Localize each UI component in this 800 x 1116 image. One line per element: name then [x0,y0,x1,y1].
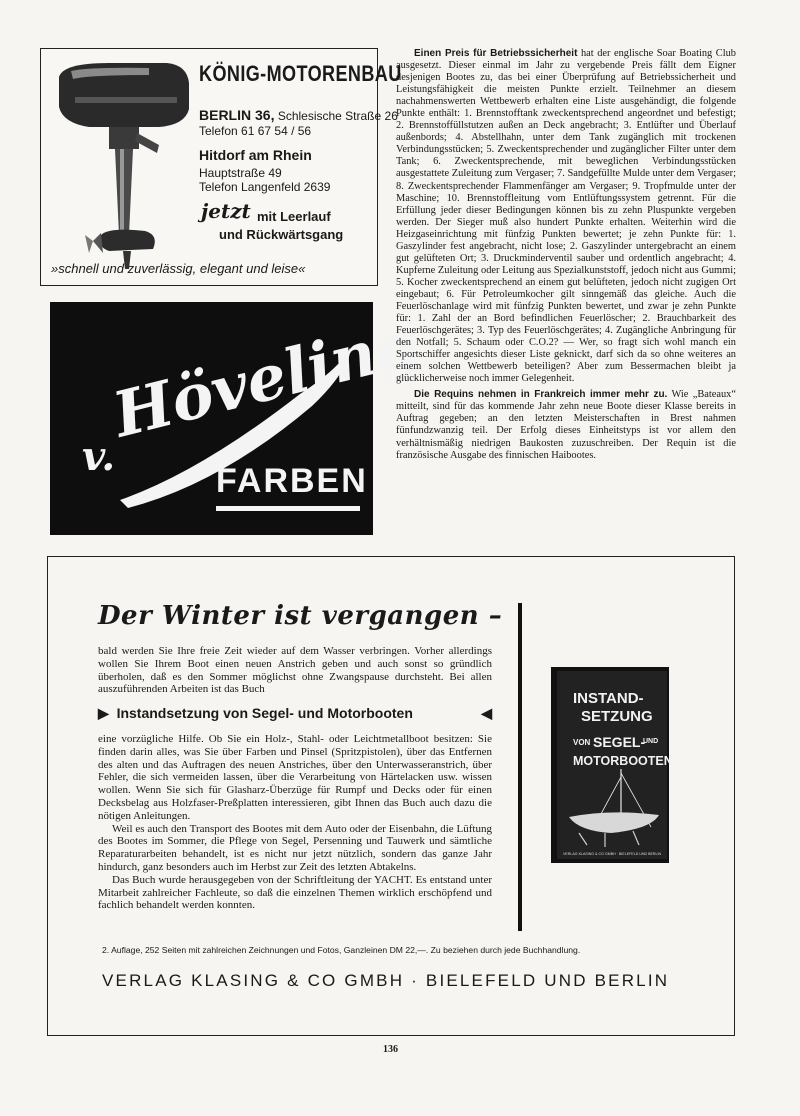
berlin-city: BERLIN 36, [199,107,275,123]
hoeveling-product: FARBEN [216,462,368,500]
feature-rueckwaertsgang: und Rückwärtsgang [219,227,344,242]
cover-line-1: INSTAND- [573,690,644,707]
hitdorf-city: Hitdorf am Rhein [199,147,312,163]
ad-headline: Der Winter ist vergangen – [98,601,503,631]
vertical-divider [518,603,522,931]
berlin-street: Schlesische Straße 26 [277,109,398,123]
article-column [396,48,736,466]
cover-line-4: MOTORBOOTEN [573,754,673,768]
feature-leerlauf: mit Leerlauf [257,209,331,224]
cover-line-3b: SEGEL- [593,734,646,750]
underline-bar [216,506,360,511]
arrow-left-icon: ◀ [481,705,492,721]
cover-line-3a: VON [573,738,591,747]
hitdorf-phone: Telefon Langenfeld 2639 [199,180,331,194]
hitdorf-street: Hauptstraße 49 [199,166,282,180]
hoeveling-brand: Höveling [106,305,426,452]
cover-line-2: SETZUNG [581,708,653,725]
article-paragraph-safety-prize [396,48,736,385]
hoeveling-farben-ad [50,302,426,535]
book-title-text: Instandsetzung von Segel- und Motorbooten [116,705,413,721]
company-title: KÖNIG-MOTORENBAU [199,61,402,86]
book-cover-image [551,667,673,863]
article-lead-safety-prize: Einen Preis für Betriebssicherheit [414,48,578,59]
ad-footnote: 2. Auflage, 252 Seiten mit zahlreichen Zeichnungen und Fotos, Ganzleinen DM 22,—. Zu beziehen durch jede Buchhandlung. [102,945,581,955]
page-number: 136 [383,1044,398,1055]
article-lead-requins: Die Requins nehmen in Frankreich immer mehr zu. [414,389,668,401]
slogan: »schnell und zuverlässig, elegant und leise« [51,261,306,276]
book-title-line [98,705,492,722]
hoeveling-logo [50,302,426,535]
klasing-book-ad [47,556,735,1036]
cover-line-3c: UND [643,738,659,745]
ad-intro-text: bald werden Sie Ihre freie Zeit wieder auf dem Wasser verbringen. Vorher allerdings wollen Sie Ihrem Boot einen neuen Anstrich geben und auch sonst so gründlich überholen, daß es den Sommer möglichst ohne Zwangspause durchsteht. Bei allen auszuführenden Arbeiten ist das Buch [98,645,492,696]
ad-intro [98,645,492,696]
article-text-requins: Wie „Bateaux“ mitteilt, sind für das kommende Jahr zehn neue Boote dieser Klasse bereits in Auftrag gegeben; an den letzten Meisterschaften in Brest nahmen fünfundzwanzig teil. Der Erfolg dieses Einheitstyps ist vor allem den verhältnismäßig niedrigen Baukosten zuzuschreiben. Der Requin ist die französische Ausgabe des finnischen Haibootes. [396,389,736,461]
ad-body-3: Das Buch wurde herausgegeben von der Schriftleitung der YACHT. Es entstand unter Mitarbeit zahlreicher Fachleute, so daß die einzelnen Themen wirklich erschöpfend und fachlich behandelt werden konnten. [98,873,492,912]
outboard-motor-illustration [49,57,194,275]
hoeveling-prefix: v. [82,433,116,480]
berlin-address [199,107,398,123]
jetzt-word: jetzt [201,199,251,223]
arrow-right-icon: ▶ [98,705,109,721]
article-text-safety-prize: hat der englische Soar Boating Club ausgesetzt. Dieser einmal im Jahr zu vergebende Preis fällt dem Eigner desjenigen Bootes zu, das bei einer Überprüfung auf Betriebssicherheit und Leistungsfähigkeit die meisten Punkte erzielt. Teilnehmer an diesem nachahmenswerten Wettbewerb erhalten eine Liste ausgehändigt, die folgende Punkte enthält: 1. Brennstofftank zweckentsprechend angeordnet und befestigt; 2. Brennstoffüllstutzen außen an Deck angebracht; 3. Entlüfter und Überlauf außenbords; 4. Abstellhahn, unter dem Tank zugänglich mit trockenen Verbindungsstücken; 5. Zweckentsprechender und zugänglicher Filter unter dem Tank; 6. Zweckentsprechende, mit beweglichen Verbindungsstücken ausgestattete Zuleitung zum Vergaser; 7. Sandgefüllte Mulde unter dem Vergaser; 8. Zweckentsprechender Flammenfänger am Vergaser; 9. Tropfmulde unter der Maschine; 10. Brennstoffleitung vom Entlüftungssystem getrennt. Für die Erfüllung jeder dieser Bedingungen können bis zu zehn Pluspunkte vergeben werden. Der Sieger muß also hundert Punkte erhalten. Weiterhin wird die Heizgaseinrichtung mit fünfzig Punkten bewertet; je zehn Punkte für: 1. Gaszylinder fest angebracht, nicht lose; 2. Gaszylinder untergebracht an einem gut gelüfteten Ort; 3. Druckminderventil sauber und ordentlich angebracht; 4. Kupferne Zuleitung oder Leitung aus Spezialkunststoff, jedoch nicht aus Gummi; 5. Kocher zweckentsprechend an einem gut belüfteten, jedoch nicht zugigen Ort eingebaut; 6. Für Petroleumkocher gilt sinngemäß das gleiche. Auch die Feuerlöschanlage wird mit fünfzig Punkten bewertet, und zwar je zehn Punkte für: 1. Zahl der an Bord befindlichen Feuerlöscher; 2. Brauchbarkeit des Feuerlöschgerätes; 3. Typ des Feuerlöschgerätes; 4. Zugängliche Anbringung für den Notfall; 5. Schaum oder C.O.2? — Wer, so fragt sich wohl manch ein Sportschiffer angesichts dieser Liste geknickt, darf sich da so ohne weiteres an einem solchen Wettbewerb beteiligen? Aber zum Bessermachen bleibt ja glücklicherweise noch immer Gelegenheit. [396,48,736,385]
publisher-line: VERLAG KLASING & CO GMBH · BIELEFELD UND BERLIN [102,971,670,990]
article-paragraph-requins [396,389,736,461]
ad-body-2: Weil es auch den Transport des Bootes mit dem Auto oder der Eisenbahn, die Lüftung des Bootes im Sommer, die Pflege von Segel, Persenning und Tauwerk und sämtliche Reparaturarbeiten behandelt, ist es nicht nur jetzt nützlich, sondern das ganze Jahr hindurch, ganz besonders auch im Herbst zur Zeit des letzten Abtakelns. [98,822,492,873]
cover-imprint: VERLAG KLASING & CO GMBH · BIELEFELD UND BERLIN [563,852,662,856]
ad-body-1: eine vorzügliche Hilfe. Ob Sie ein Holz-, Stahl- oder Leichtmetallboot besitzen: Sie finden darin alles, was Sie über Farben und Pinsel (Spritzpistolen), über das Entfernen des alten und das Auftragen des neuen Anstriches, über den Unterwasseranstrich, über Fehler, die sich vermeiden lassen, über die Verarbeitung von Härtelacken usw. wissen wollen. Wenn Sie sich für Glasharz-Überzüge für Rumpf und Decks oder für einen Decksbelag aus Holzfaser-Preßplatten interessieren, gibt Ihnen das Buch auch dazu die nötigen Anleitungen. [98,733,492,822]
berlin-phone: Telefon 61 67 54 / 56 [199,124,312,138]
koenig-motorenbau-ad [40,48,402,286]
ad-body [98,733,492,912]
